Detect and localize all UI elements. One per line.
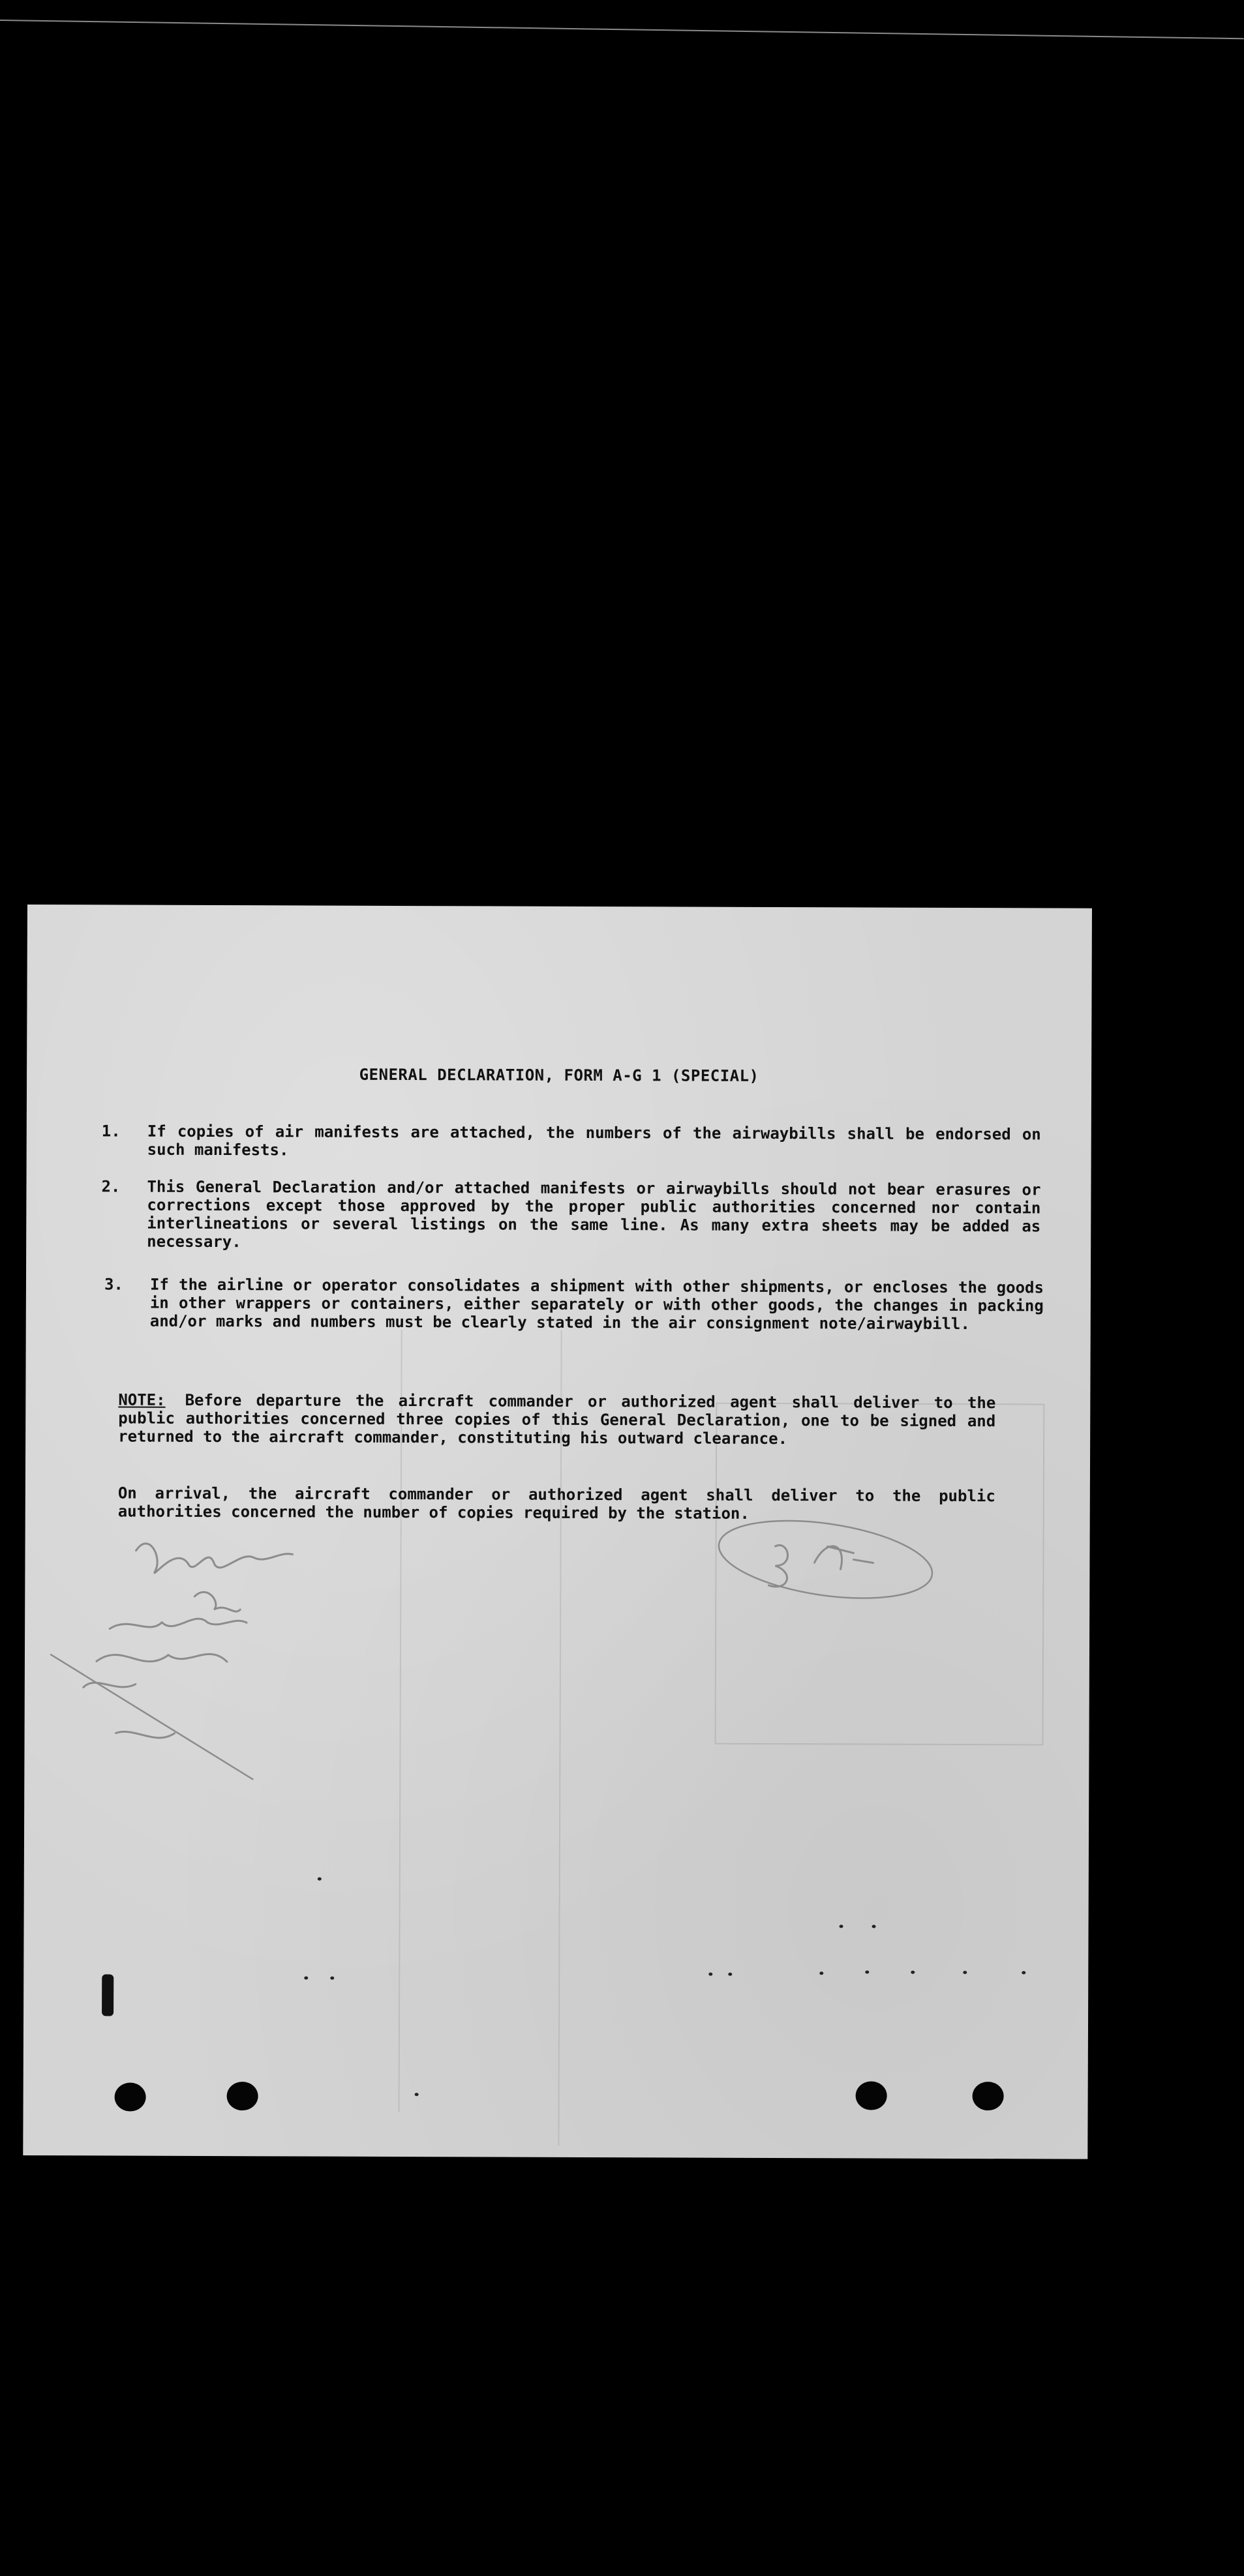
speck — [318, 1878, 322, 1881]
punch-hole — [856, 2081, 887, 2110]
speck — [708, 1973, 712, 1976]
speck — [1022, 1971, 1025, 1974]
speck — [819, 1971, 823, 1975]
item-text: If the airline or operator consolidates a shipment with other shipments, or encloses the goods in other wrappers or containers, either separately or with other goods, the changes in packing and/or marks and numbers must be clearly stated in the air consignment note/airwaybill. — [149, 1275, 1044, 1334]
item-text: If copies of air manifests are attached, the numbers of the airwaybills shall be endorsed on such manifests. — [147, 1122, 1041, 1160]
punch-hole — [227, 2082, 258, 2110]
item-number: 3. — [104, 1275, 123, 1294]
instruction-item-2 — [101, 1177, 1040, 1253]
item-number: 2. — [101, 1177, 121, 1196]
note-label: NOTE: — [118, 1390, 166, 1409]
item-text: This General Declaration and/or attached manifests or airwaybills should not bear erasures or corrections except those approved by the proper public authorities concerned nor contain interlineations or several listings on the same line. As many extra sheets may be added as necessary. — [147, 1177, 1041, 1251]
speck — [872, 1925, 876, 1928]
bleed-through-box — [715, 1403, 1045, 1746]
note-departure-text: Before departure the aircraft commander or authorized agent shall deliver to the public authorities concerned three copies of this General Declaration, one to be signed and returned to the aircraft commander, constituting his outward clearance. — [118, 1390, 996, 1448]
bleed-through-line — [399, 1330, 402, 2112]
staple-mark — [102, 1974, 114, 2016]
document-page — [23, 905, 1092, 2159]
item-number: 1. — [101, 1122, 121, 1141]
speck — [304, 1976, 308, 1979]
punch-hole — [115, 2082, 146, 2111]
bleed-through-line — [558, 1330, 562, 2146]
speck — [330, 1977, 334, 1980]
speck — [911, 1971, 915, 1974]
note-departure — [118, 1390, 995, 1448]
note-arrival-text: On arrival, the aircraft commander or authorized agent shall deliver to the public authorities concerned the number of copies required by the station. — [117, 1484, 995, 1523]
scan-edge-line — [0, 20, 1244, 39]
punch-hole — [973, 2082, 1004, 2110]
speck — [865, 1970, 869, 1973]
note-arrival — [118, 1484, 995, 1523]
instruction-item-3 — [104, 1275, 1044, 1333]
speck — [963, 1971, 967, 1974]
speck — [728, 1973, 732, 1976]
speck — [840, 1925, 843, 1928]
speck — [415, 2093, 419, 2096]
page-title: GENERAL DECLARATION, FORM A-G 1 (SPECIAL) — [359, 1065, 759, 1085]
instruction-item-1 — [102, 1122, 1041, 1161]
